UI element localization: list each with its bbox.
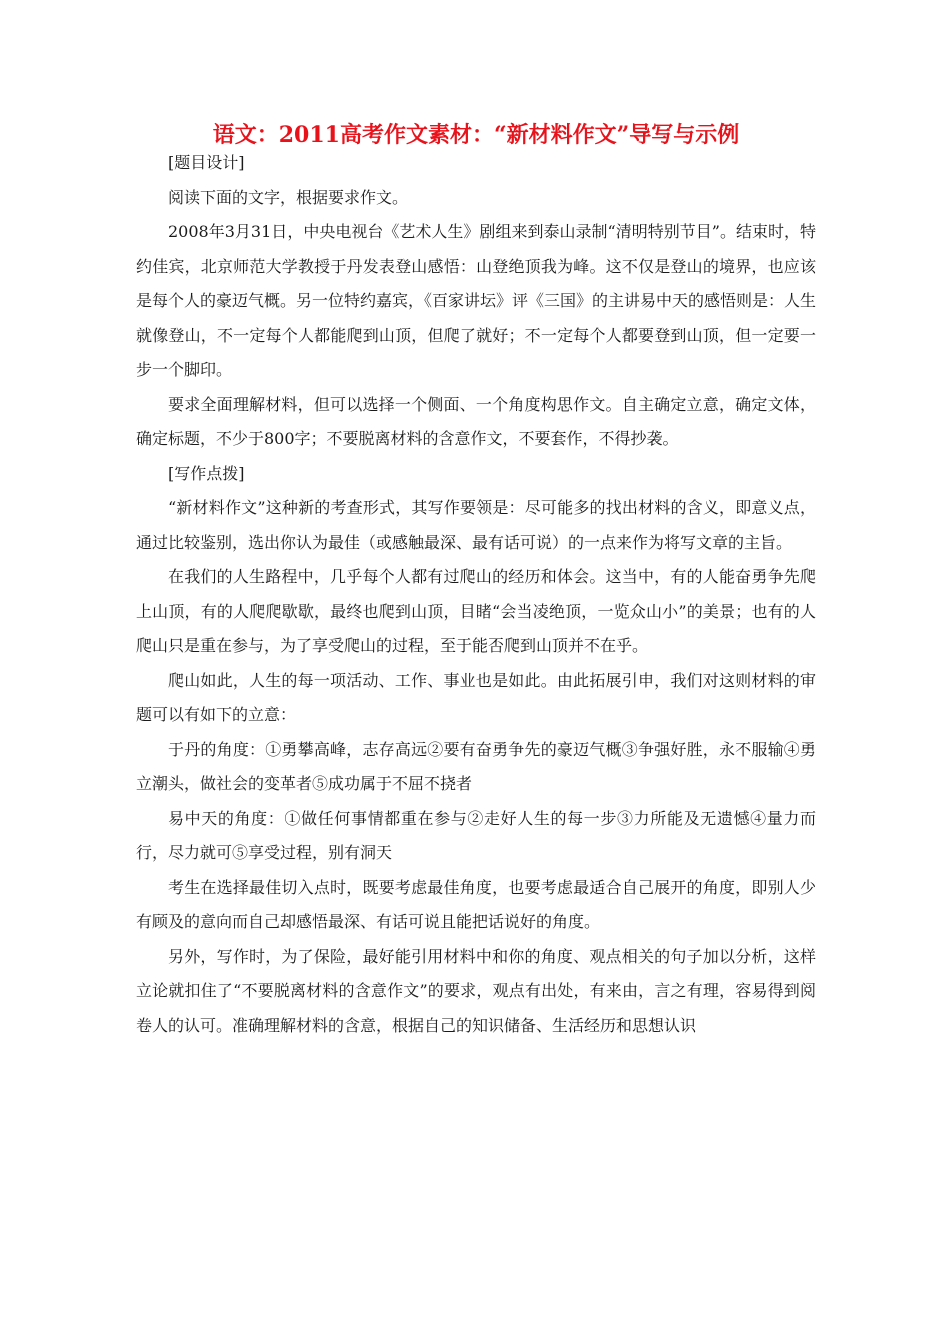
paragraph-tips-intro: “新材料作文”这种新的考查形式，其写作要领是：尽可能多的找出材料的含义，即意义点，通过比较鉴别，选出你认为最佳（或感触最深、最有话可说）的一点来作为将写文章的主旨。 — [136, 498, 816, 552]
section-label-writing-tips: [写作点拨] — [168, 463, 245, 483]
paragraph-requirements: 要求全面理解材料，但可以选择一个侧面、一个角度构思作文。自主确定立意，确定文体，确定标题，不少于800字；不要脱离材料的含意作文，不要套作，不得抄袭。 — [136, 394, 816, 448]
paragraph-extension: 爬山如此，人生的每一项活动、工作、事业也是如此。由此拓展引申，我们对这则材料的审题可以有如下的立意： — [136, 670, 816, 724]
document-body — [136, 146, 816, 1043]
paragraph-choose-angle: 考生在选择最佳切入点时，既要考虑最佳角度，也要考虑最适合自己展开的角度，即别人少有顾及的意向而自己却感悟最深、有话可说且能把话说好的角度。 — [136, 877, 816, 931]
document-title: 语文：2011高考作文素材：“新材料作文”导写与示例 — [212, 122, 740, 148]
paragraph-yudan-angle: 于丹的角度：①勇攀高峰，志存高远②要有奋勇争先的豪迈气概③争强好胜，永不服输④勇立潮头，做社会的变革者⑤成功属于不屈不挠者 — [136, 739, 816, 793]
paragraph-quote-material: 另外，写作时，为了保险，最好能引用材料中和你的角度、观点相关的句子加以分析，这样立论就扣住了“不要脱离材料的含意作文”的要求，观点有出处，有来由，言之有理，容易得到阅卷人的认可。准确理解材料的含意，根据自己的知识储备、生活经历和思想认识 — [136, 946, 816, 1035]
paragraph-instruction: 阅读下面的文字，根据要求作文。 — [168, 187, 409, 207]
paragraph-life-climbing: 在我们的人生路程中，几乎每个人都有过爬山的经历和体会。这当中，有的人能奋勇争先爬上山顶，有的人爬爬歇歇，最终也爬到山顶，目睹“会当凌绝顶，一览众山小”的美景；也有的人爬山只是重在参与，为了享受爬山的过程，至于能否爬到山顶并不在乎。 — [136, 567, 816, 655]
paragraph-yizhongtian-angle: 易中天的角度：①做任何事情都重在参与②走好人生的每一步③力所能及无遗憾④量力而行，尽力就可⑤享受过程，别有洞天 — [136, 808, 816, 862]
paragraph-material: 2008年3月31日，中央电视台《艺术人生》剧组来到泰山录制“清明特别节目”。结束时，特约佳宾，北京师范大学教授于丹发表登山感悟：山登绝顶我为峰。这不仅是登山的境界，也应该是每个人的豪迈气概。另一位特约嘉宾，《百家讲坛》评《三国》的主讲易中天的感悟则是：人生就像登山，不一定每个人都能爬到山顶，但爬了就好；不一定每个人都要登到山顶，但一定要一步一个脚印。 — [136, 222, 817, 379]
section-label-topic-design: [题目设计] — [168, 153, 245, 172]
